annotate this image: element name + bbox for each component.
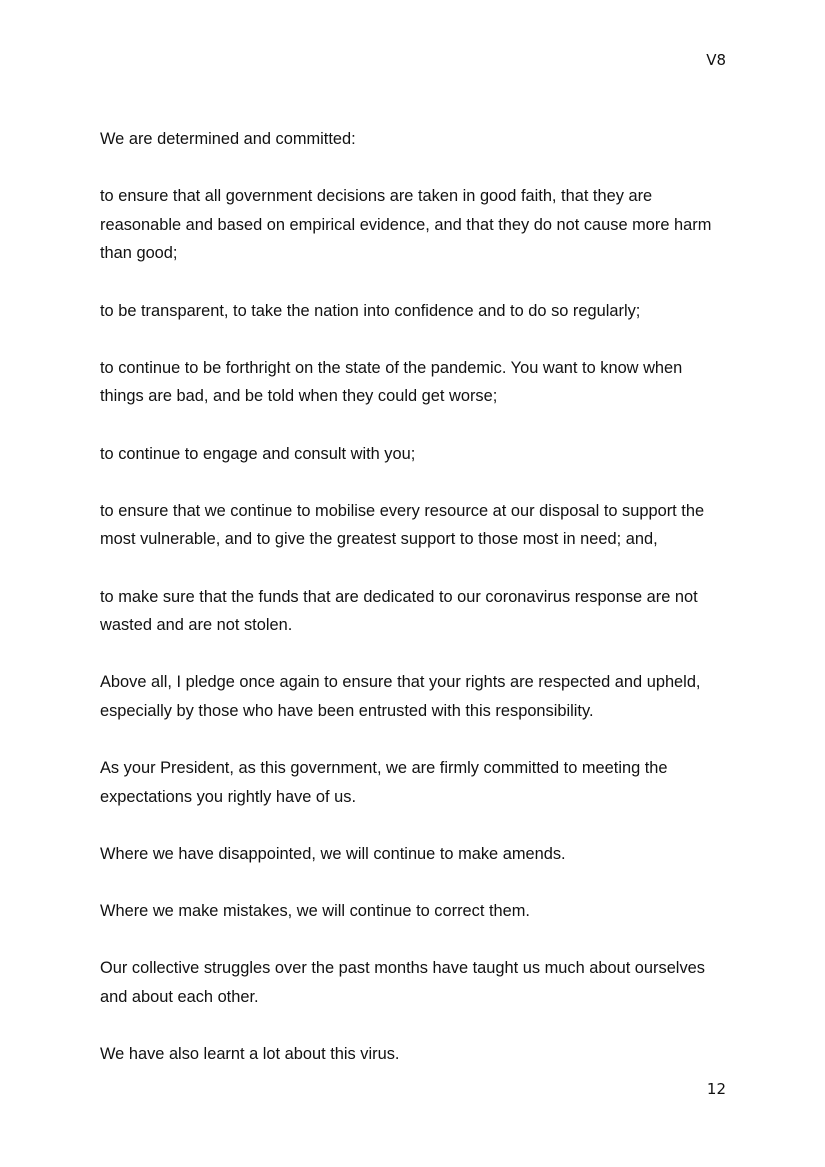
paragraph-funds: to make sure that the funds that are dedicated to our coronavirus response are not wasted and are not stolen. — [100, 587, 698, 635]
paragraph-engage: to continue to engage and consult with you; — [100, 444, 416, 463]
paragraph-good-faith: to ensure that all government decisions are taken in good faith, that they are reasonable and based on empirical evidence, and that they do not cause more harm than good; — [100, 187, 712, 263]
paragraph-amends: Where we have disappointed, we will continue to make amends. — [100, 844, 566, 863]
document-body — [100, 125, 730, 1069]
paragraph-mistakes: Where we make mistakes, we will continue to correct them. — [100, 902, 530, 921]
paragraph-virus: We have also learnt a lot about this virus. — [100, 1045, 400, 1063]
paragraph-president: As your President, as this government, we are firmly committed to meeting the expectations you rightly have of us. — [100, 759, 668, 806]
paragraph-forthright: to continue to be forthright on the state of the pandemic. You want to know when things are bad, and be told when they could get worse; — [100, 358, 683, 406]
page-number: 12 — [706, 1080, 726, 1098]
paragraph-transparency: to be transparent, to take the nation into confidence and to do so regularly; — [100, 301, 641, 320]
document-version-label: V8 — [706, 51, 726, 69]
paragraph-intro: We are determined and committed: — [100, 130, 356, 148]
paragraph-mobilise: to ensure that we continue to mobilise every resource at our disposal to support the most vulnerable, and to give the greatest support to those most in need; and, — [100, 501, 705, 549]
paragraph-struggles: Our collective struggles over the past months have taught us much about ourselves and about each other. — [100, 959, 705, 1006]
paragraph-rights: Above all, I pledge once again to ensure that your rights are respected and upheld, especially by those who have been entrusted with this responsibility. — [100, 673, 701, 720]
